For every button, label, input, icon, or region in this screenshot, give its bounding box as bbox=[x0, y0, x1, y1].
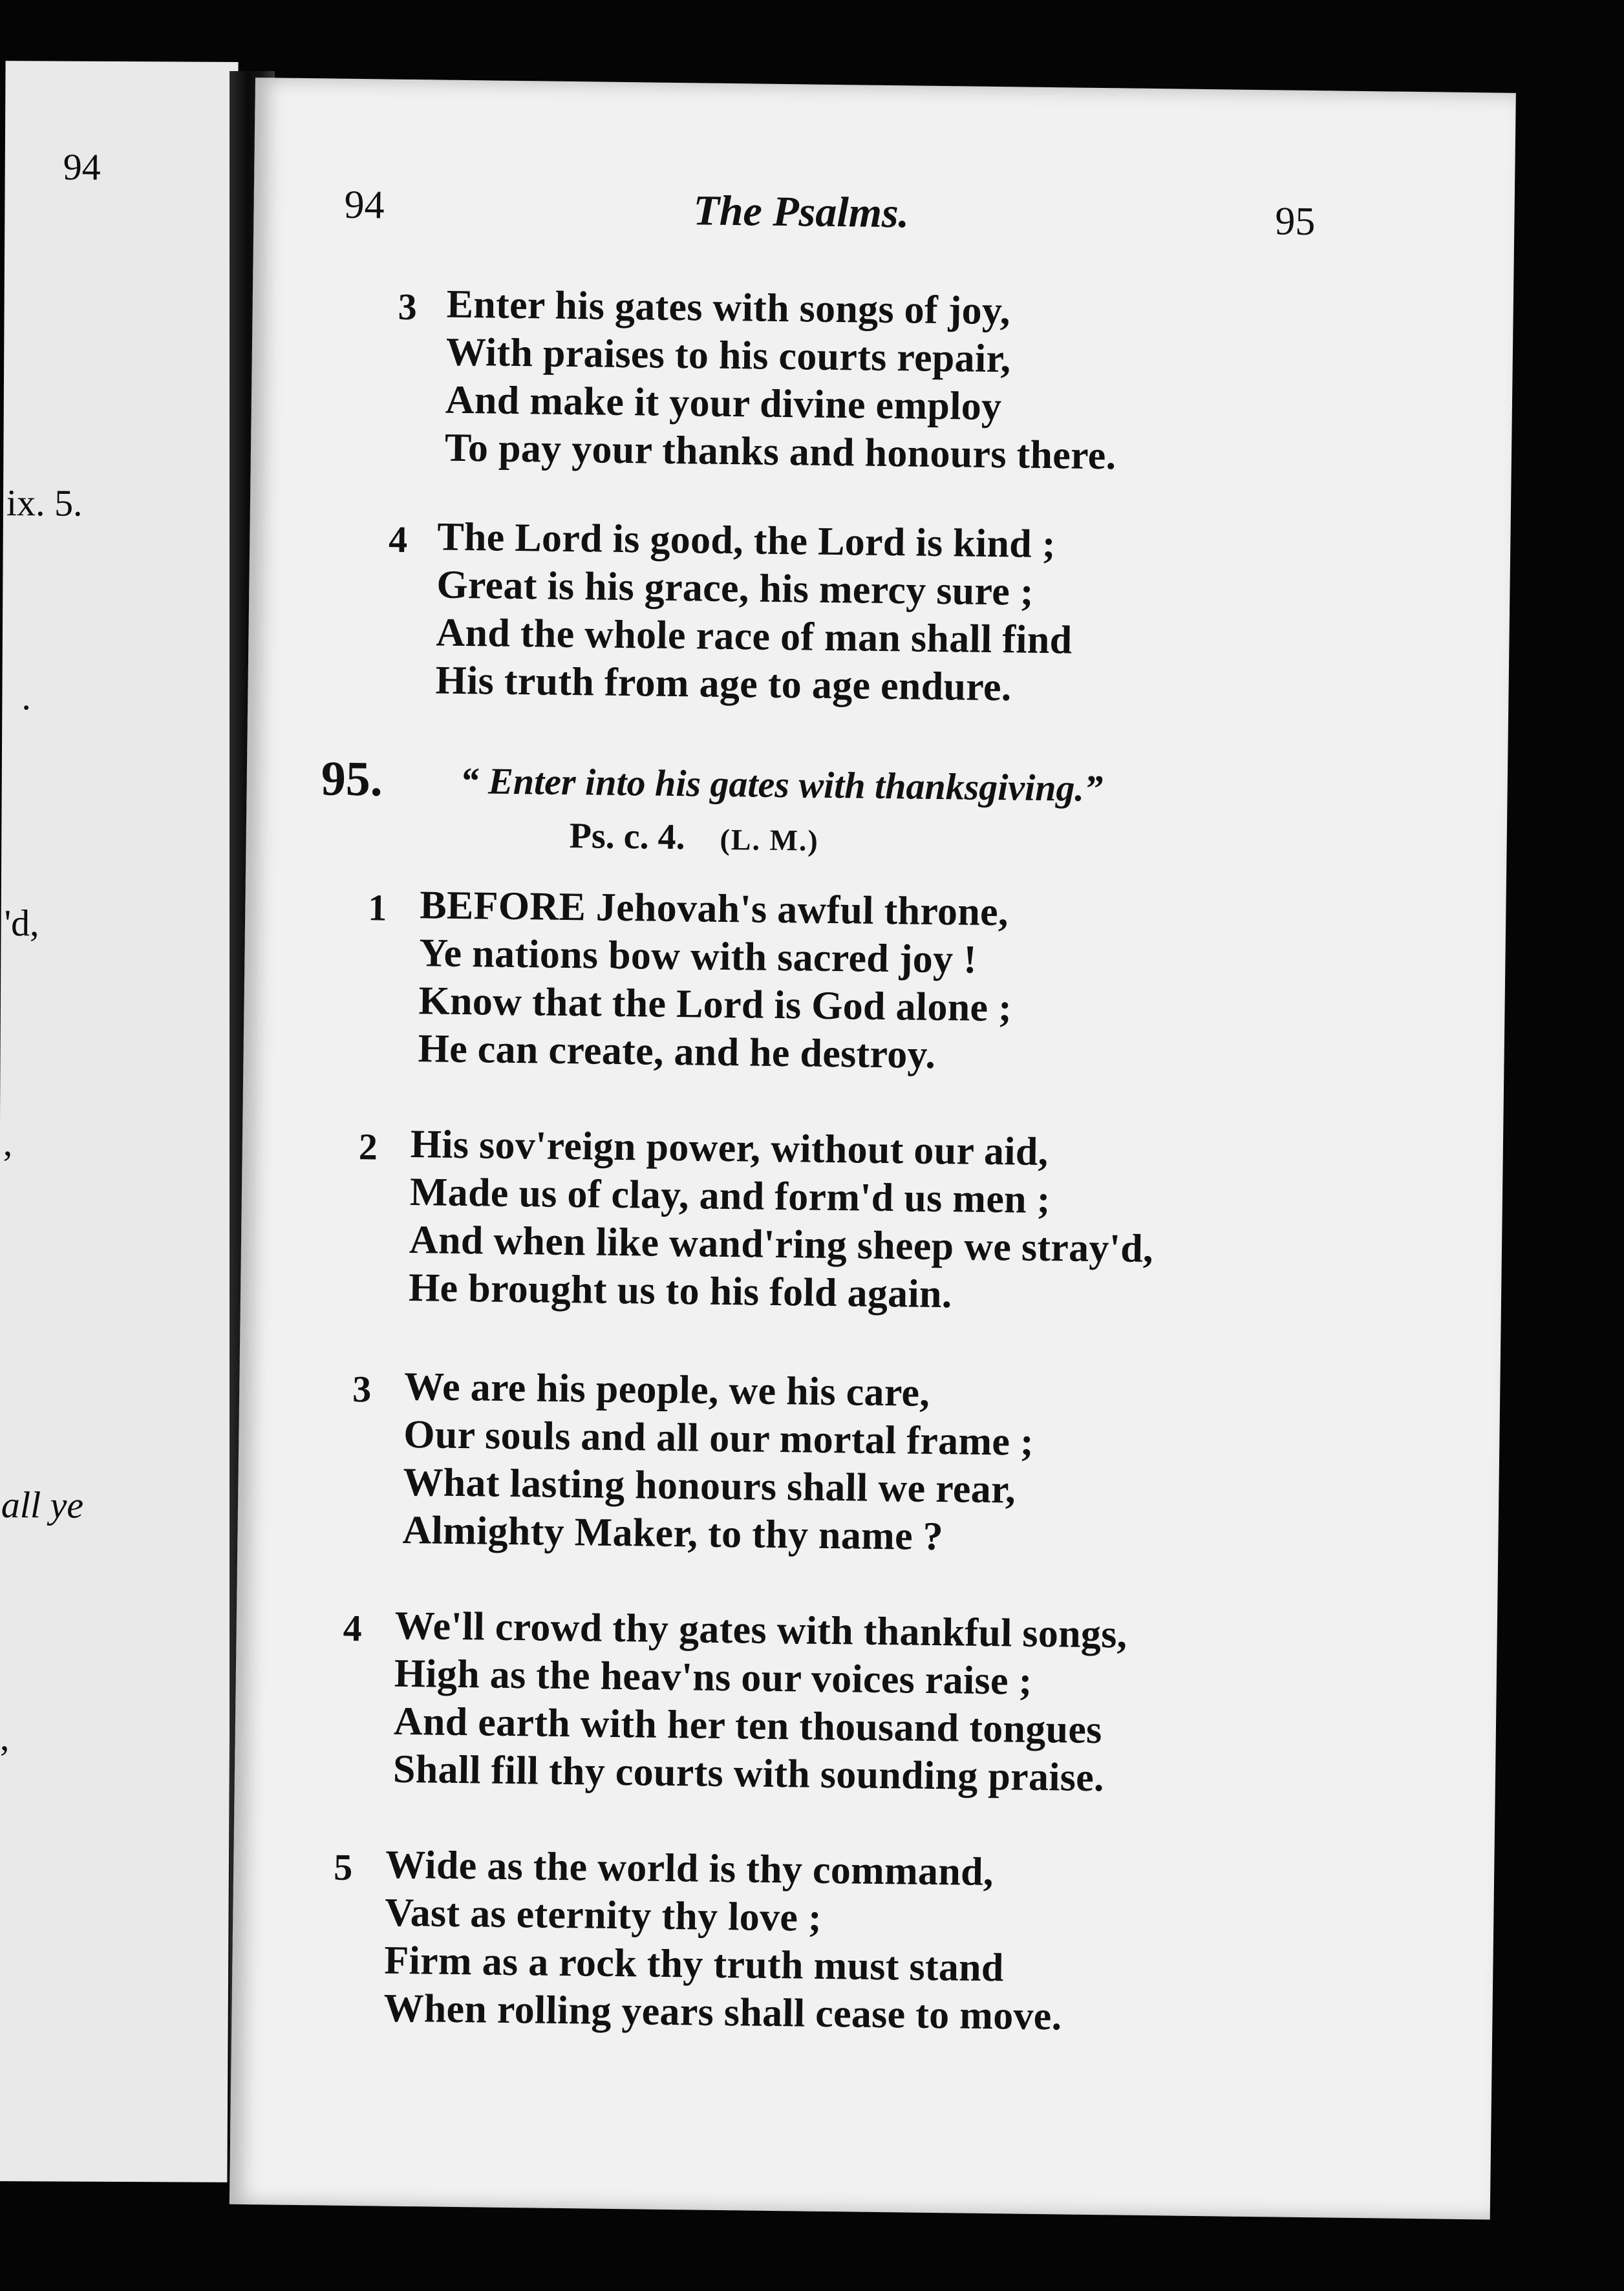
psalm-number: 95. bbox=[321, 751, 383, 807]
stanza-number: 4 bbox=[388, 518, 408, 560]
stanza-number: 1 bbox=[367, 886, 387, 929]
verse-line: What lasting honours shall we rear, bbox=[403, 1460, 1016, 1512]
verse-line: We'll crowd thy gates with thankful songs, bbox=[394, 1603, 1127, 1657]
verse-line: And earth with her ten thousand tongues bbox=[393, 1699, 1103, 1753]
left-page-fragment: , bbox=[3, 1122, 13, 1164]
left-page-number: 94 bbox=[63, 145, 101, 188]
stanza bbox=[234, 1839, 1495, 2039]
verse-line: Enter his gates with songs of joy, bbox=[446, 282, 1011, 334]
stanza-number: 5 bbox=[333, 1846, 353, 1889]
running-title: The Psalms. bbox=[693, 187, 910, 237]
stanza bbox=[246, 879, 1506, 1077]
stanza bbox=[250, 511, 1511, 710]
stanza-number: 3 bbox=[398, 285, 418, 328]
verse-line: And make it your divine employ bbox=[445, 378, 1002, 429]
scripture-reference: Ps. c. 4. bbox=[569, 816, 685, 858]
verse-line: Firm as a rock thy truth must stand bbox=[384, 1938, 1005, 1990]
verse-line: Wide as the world is thy command, bbox=[385, 1842, 994, 1895]
stanza-number: 4 bbox=[343, 1606, 363, 1650]
psalm-motto: “ Enter into his gates with thanksgiving.” bbox=[460, 759, 1104, 810]
verse-line: He can create, and he destroy. bbox=[418, 1027, 936, 1077]
meter-label: (L. M.) bbox=[720, 822, 820, 857]
verse-line: We are his people, we his care, bbox=[403, 1364, 930, 1415]
verse-line: He brought us to his fold again. bbox=[408, 1266, 952, 1317]
left-page-fragment: . bbox=[21, 676, 32, 718]
left-page-fragment: ix. 5. bbox=[6, 482, 83, 524]
verse-line: His truth from age to age endure. bbox=[435, 658, 1012, 710]
verse-line: With praises to his courts repair, bbox=[445, 330, 1011, 381]
verse-line: Almighty Maker, to thy name ? bbox=[402, 1508, 944, 1559]
verse-line: Our souls and all our mortal frame ; bbox=[403, 1412, 1034, 1464]
verse-line: Great is his grace, his mercy sure ; bbox=[436, 562, 1034, 614]
verse-line: BEFORE Jehovah's awful throne, bbox=[419, 883, 1009, 935]
verse-line: Made us of clay, and form'd us men ; bbox=[409, 1170, 1051, 1222]
verse-line: His sov'reign power, without our aid, bbox=[410, 1122, 1049, 1175]
left-page-fragment: 'd, bbox=[4, 902, 39, 944]
verse-line: Vast as eternity thy love ; bbox=[384, 1890, 822, 1940]
left-facing-page bbox=[0, 61, 239, 2182]
stanza bbox=[253, 278, 1513, 478]
left-page-fragment: , bbox=[0, 1716, 10, 1759]
psalm-reference bbox=[569, 815, 819, 860]
page-number-right: 95 bbox=[1274, 199, 1316, 244]
page-number-left: 94 bbox=[344, 182, 385, 228]
left-page-fragment: all ye bbox=[1, 1484, 84, 1526]
verse-line: High as the heav'ns our voices raise ; bbox=[394, 1651, 1032, 1703]
stanza bbox=[237, 1600, 1497, 1800]
verse-line: The Lord is good, the Lord is kind ; bbox=[436, 515, 1056, 567]
verse-line: Know that the Lord is God alone ; bbox=[418, 979, 1012, 1030]
stanza-number: 2 bbox=[358, 1125, 378, 1168]
stanza bbox=[240, 1361, 1501, 1559]
verse-line: When rolling years shall cease to move. bbox=[383, 1986, 1062, 2039]
verse-line: Ye nations bow with sacred joy ! bbox=[419, 931, 978, 982]
stanza bbox=[242, 1118, 1503, 1317]
verse-line: And the whole race of man shall find bbox=[436, 610, 1073, 663]
verse-line: Shall fill thy courts with sounding praise. bbox=[392, 1747, 1105, 1800]
verse-line: And when like wand'ring sheep we stray'd, bbox=[409, 1218, 1154, 1272]
book-page bbox=[230, 78, 1516, 2220]
stanza-number: 3 bbox=[352, 1367, 372, 1411]
page-header bbox=[253, 181, 1515, 255]
verse-line: To pay your thanks and honours there. bbox=[444, 425, 1116, 478]
